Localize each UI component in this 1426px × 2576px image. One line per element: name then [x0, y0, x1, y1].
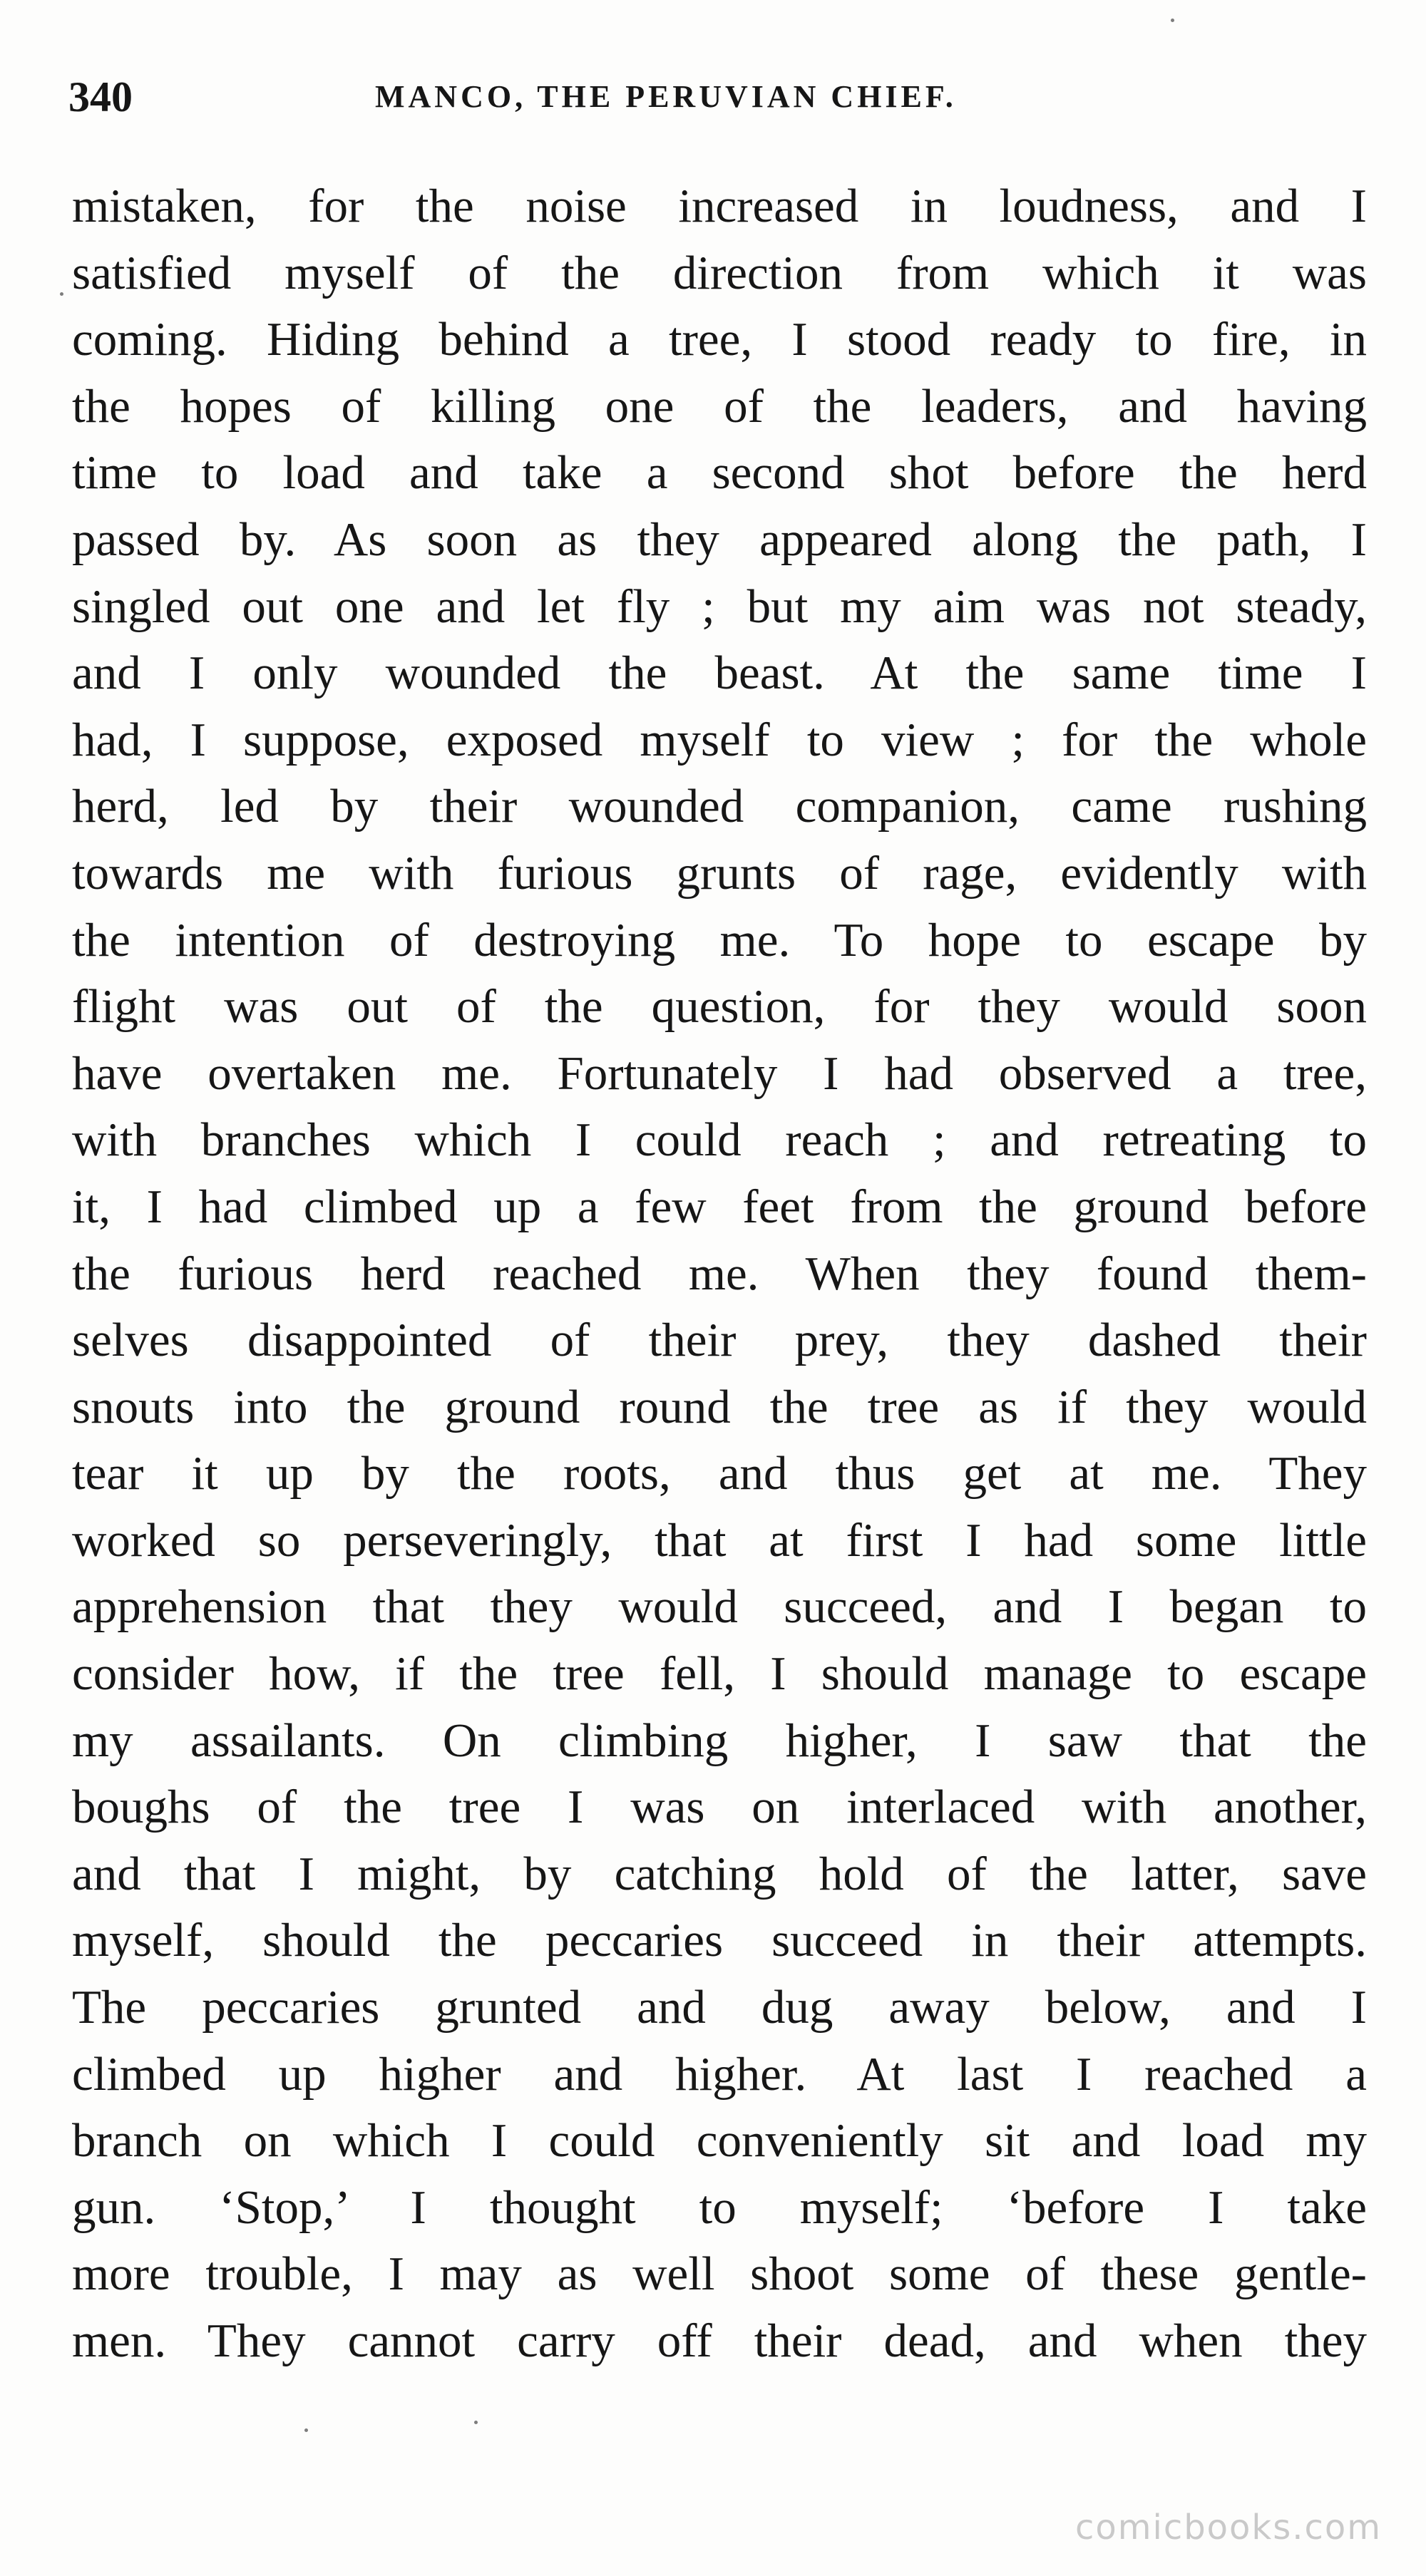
text-line: climbed up higher and higher. At last I reached a	[72, 2047, 1367, 2101]
text-line: the furious herd reached me. When they found them-	[72, 1247, 1367, 1300]
text-line: satisfied myself of the direction from which it was	[72, 246, 1367, 299]
text-line: my assailants. On climbing higher, I saw that the	[72, 1714, 1367, 1767]
text-line: men. They cannot carry off their dead, and when they	[72, 2314, 1367, 2367]
text-line: with branches which I could reach ; and retreating to	[72, 1113, 1367, 1167]
text-line: have overtaken me. Fortunately I had observed a tree,	[72, 1046, 1367, 1100]
text-line: gun. ‘Stop,’ I thought to myself; ‘before I take	[72, 2180, 1367, 2234]
running-head	[68, 68, 1363, 125]
text-line: passed by. As soon as they appeared along the path, I	[72, 512, 1367, 566]
text-line: selves disappointed of their prey, they dashed their	[72, 1314, 1367, 1367]
text-line: mistaken, for the noise increased in loudness, and I	[72, 180, 1367, 232]
page-number: 340	[68, 73, 133, 120]
text-line: flight was out of the question, for they would soon	[72, 980, 1367, 1034]
text-line: it, I had climbed up a few feet from the ground before	[72, 1180, 1367, 1233]
text-line: snouts into the ground round the tree as if they would	[72, 1380, 1367, 1433]
running-title: MANCO, THE PERUVIAN CHIEF.	[375, 79, 957, 114]
text-line: consider how, if the tree fell, I should manage to escape	[72, 1647, 1367, 1701]
text-line: and that I might, by catching hold of the latter, save	[72, 1847, 1367, 1900]
text-line: towards me with furious grunts of rage, evidently with	[72, 846, 1367, 900]
text-line: herd, led by their wounded companion, came rushing	[72, 780, 1367, 833]
ink-speck	[304, 2428, 308, 2432]
text-line: tear it up by the roots, and thus get at me. They	[72, 1447, 1367, 1500]
text-line: branch on which I could conveniently sit and load my	[72, 2114, 1367, 2168]
text-line: worked so perseveringly, that at first I had some little	[72, 1513, 1367, 1567]
text-line: singled out one and let fly ; but my aim was not steady,	[72, 579, 1367, 633]
body-text	[72, 173, 1367, 2375]
ink-speck	[1171, 19, 1174, 22]
text-line: coming. Hiding behind a tree, I stood ready to fire, in	[72, 313, 1367, 366]
ink-speck	[474, 2421, 478, 2424]
text-line: the hopes of killing one of the leaders, and having	[72, 379, 1367, 433]
watermark: comicbooks.com	[1074, 2508, 1382, 2547]
text-line: time to load and take a second shot before the herd	[72, 446, 1367, 500]
text-line: boughs of the tree I was on interlaced with another,	[72, 1781, 1367, 1834]
ink-speck	[60, 292, 63, 296]
text-line: the intention of destroying me. To hope to escape by	[72, 913, 1367, 967]
text-line: The peccaries grunted and dug away below, and I	[72, 1981, 1367, 2034]
text-line: myself, should the peccaries succeed in their attempts.	[72, 1914, 1367, 1967]
text-line: and I only wounded the beast. At the same time I	[72, 646, 1367, 700]
text-line: more trouble, I may as well shoot some of these gentle-	[72, 2247, 1367, 2301]
text-line: had, I suppose, exposed myself to view ; for the whole	[72, 713, 1367, 766]
text-line: apprehension that they would succeed, and I began to	[72, 1580, 1367, 1634]
